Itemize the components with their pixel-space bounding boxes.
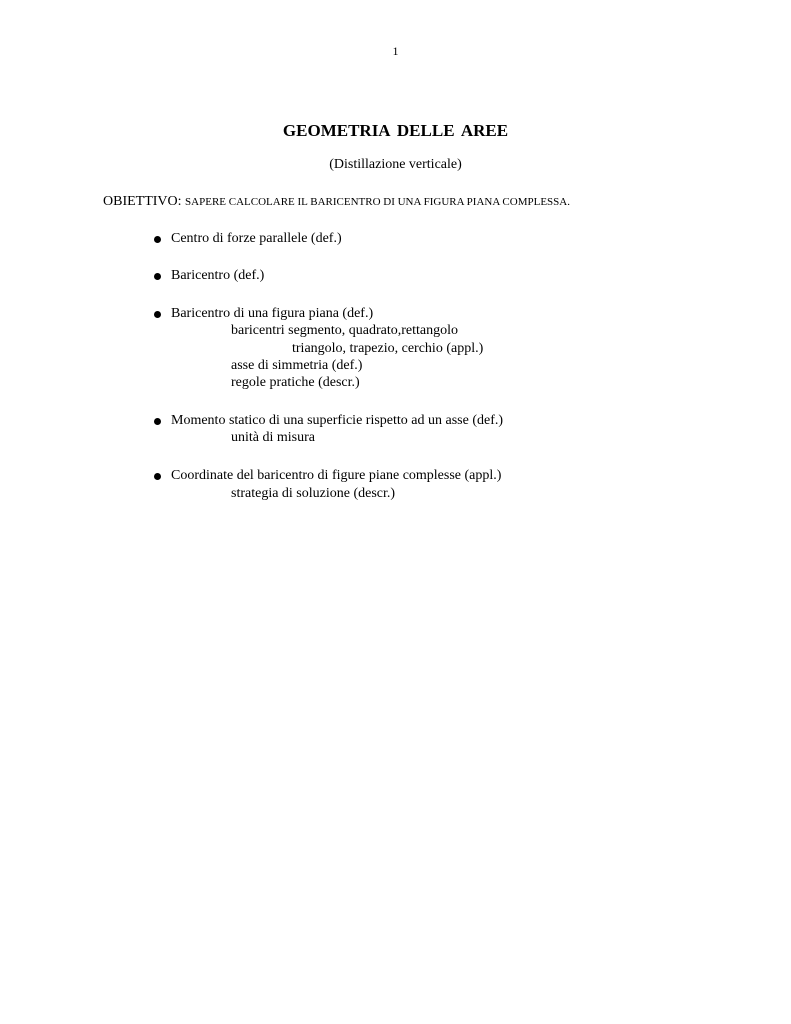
list-subitem: triangolo, trapezio, cerchio (appl.) <box>292 341 484 356</box>
list-subitem: strategia di soluzione (descr.) <box>231 486 396 501</box>
list-item: Baricentro di una figura piana (def.) <box>171 306 374 321</box>
list-subitem: regole pratiche (descr.) <box>231 375 360 390</box>
page-number: 1 <box>392 44 399 58</box>
list-item: Momento statico di una superficie rispetto ad un asse (def.) <box>171 413 504 428</box>
bullet-icon <box>154 236 161 243</box>
list-item: Baricentro (def.) <box>171 268 265 283</box>
list-item: Coordinate del baricentro di figure piane complesse (appl.) <box>171 468 502 483</box>
list-item: Centro di forze parallele (def.) <box>171 231 342 246</box>
document-subtitle: (Distillazione verticale) <box>329 157 462 172</box>
bullet-icon <box>154 418 161 425</box>
objective <box>103 194 570 210</box>
document-title: GEOMETRIA DELLE AREE <box>282 121 509 140</box>
bullet-icon <box>154 473 161 480</box>
list-subitem: unità di misura <box>231 430 315 445</box>
list-subitem: baricentri segmento, quadrato,rettangolo <box>231 323 459 338</box>
objective-text: SAPERE CALCOLARE IL BARICENTRO DI UNA FIGURA PIANA COMPLESSA. <box>185 196 570 208</box>
list-subitem: asse di simmetria (def.) <box>231 358 363 373</box>
bullet-icon <box>154 311 161 318</box>
objective-label: OBIETTIVO: <box>103 194 182 209</box>
bullet-icon <box>154 273 161 280</box>
